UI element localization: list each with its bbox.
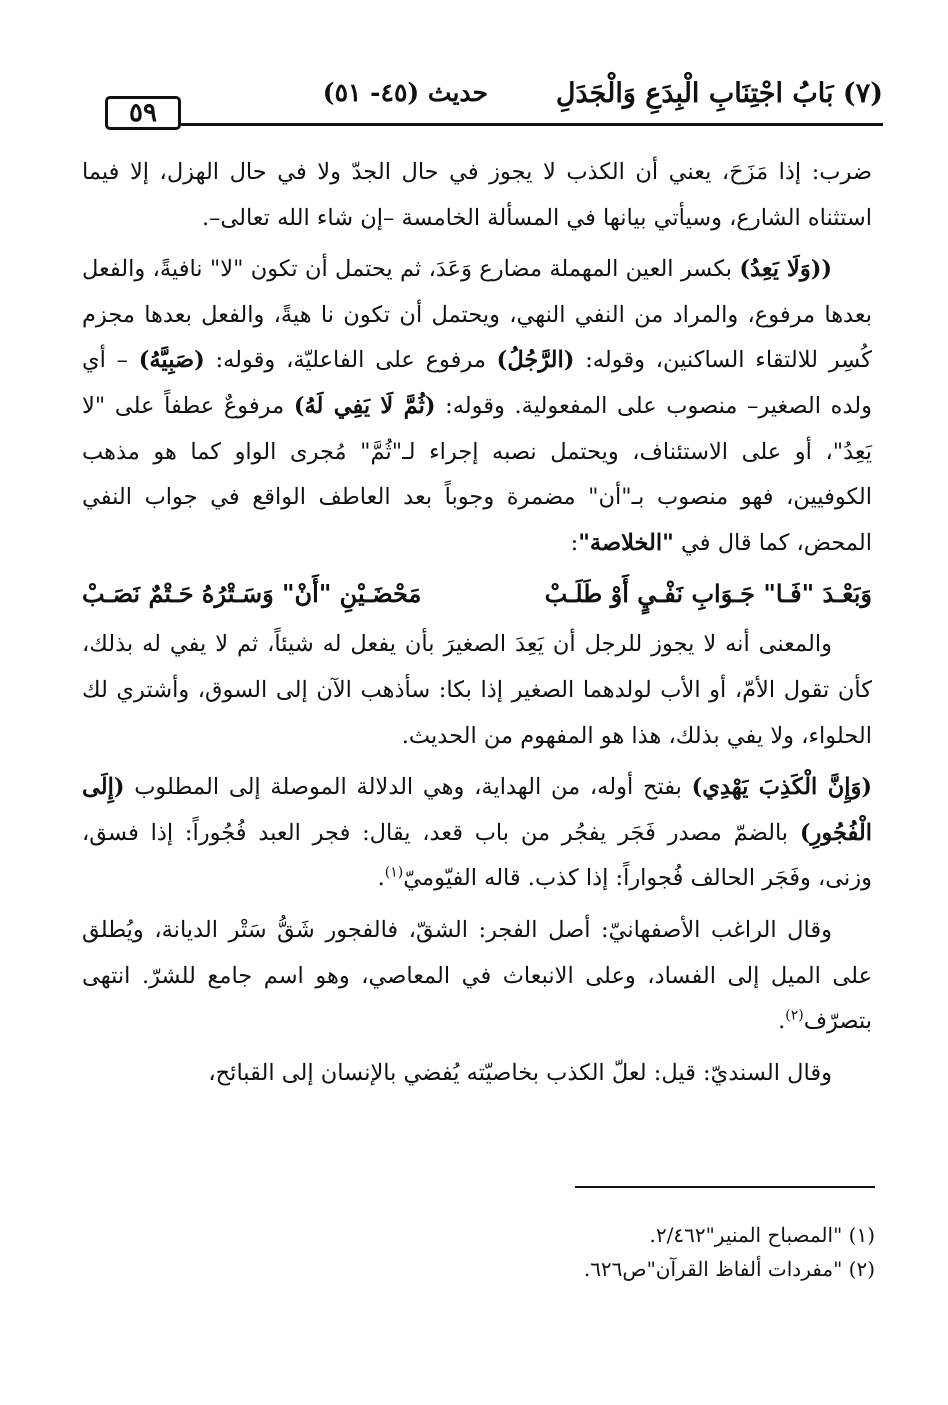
paragraph-5-text-b: . (778, 1008, 786, 1035)
term-ila-alfujur: (إِلَى الْفُجُورِ) (82, 774, 872, 846)
term-wala-yaid: ((وَلَا يَعِدُ) (739, 256, 832, 283)
page-number: ٥٩ (105, 96, 181, 130)
paragraph-4-text-a: بفتح أوله، من الهداية، وهي الدلالة الموصلة إلى المطلوب (124, 774, 692, 801)
paragraph-3: والمعنى أنه لا يجوز للرجل أن يَعِدَ الصغيرَ بأن يفعل له شيئاً، ثم لا يفي له بذلك، كأن تقول الأمّ، أو الأب لولدهما الصغير إذا بكا: سأذهب الآن إلى السوق، وأشتري لك الحلواء، ولا يفي بذلك، هذا هو المفهوم من الحديث. (82, 631, 872, 749)
footnotes (85, 1218, 875, 1286)
footnote-ref-1[interactable]: (١) (384, 864, 404, 881)
term-inna-alkadhib: (وَإِنَّ الْكَذِبَ يَهْدِي) (691, 774, 872, 801)
paragraph-6: وقال السنديّ: قيل: لعلّ الكذب بخاصيّته يُفضي بالإنسان إلى القبائح، (208, 1059, 832, 1086)
verse-first-hemistich: وَبَعْـدَ "فَـا" جَـوَابِ نَفْـيٍ أَوْ طَلَـبْ (544, 579, 872, 609)
paragraph-5-text-a: وقال الراغب الأصفهانيّ: أصل الفجر: الشقّ، فالفجور شَقُّ سَتْر الديانة، ويُطلق على الميل إلى الفساد، وعلى الانبعاث في المعاصي، وهو اسم جامع للشرّ. انتهى بتصرّف (82, 916, 872, 1035)
term-alrajul: (الرَّجُلُ) (496, 347, 575, 374)
footnote-1: (١) "المصباح المنير"٢/٤٦٢. (649, 1223, 875, 1247)
verse-second-hemistich: مَحْضَـيْنِ "أَنْ" وَسَـتْرُهُ حَـتْمٌ نَصَـبْ (82, 579, 422, 609)
paragraph-2-text-c: – أي ولده الصغير– منصوب على المفعولية. وقوله: (82, 347, 872, 419)
poetry-verse (82, 572, 872, 616)
paragraph-4-text-b: بالضمّ مصدر فَجَر يفجُر من باب قعد، يقال: فجر العبد فُجُوراً: إذا فسق، وزنى، وفَجَر الحالف فُجواراً: إذا كذب. قاله الفيّوميّ (82, 819, 872, 892)
term-sabiyyahu: (صَبِيَّهُ) (138, 347, 205, 374)
footnote-rule (575, 1186, 875, 1188)
header-rule (181, 123, 883, 126)
paragraph-2 (82, 247, 872, 566)
hadith-range: حديث (٤٥- ٥١) (322, 78, 488, 107)
body-text (82, 150, 872, 1102)
paragraph-2-text-a: بكسر العين المهملة مضارع وَعَدَ، ثم يحتمل أن تكون "لا" نافيةً، والفعل بعدها مرفوع، والمراد من النفي النهي، ويحتمل أن تكون نا هيةً، والفعل بعدها مجزم كُسِر للالتقاء الساكنين، وقوله: (82, 256, 872, 374)
footnote-ref-2[interactable]: (٢) (785, 1007, 804, 1024)
paragraph-2-text-b: مرفوع على الفاعليّة، وقوله: (204, 347, 497, 374)
paragraph-2-text-d: مرفوعٌ عطفاً على "لا يَعِدُ"، أو على الاستئناف، ويحتمل نصبه إجراء لـ"ثُمَّ" مُجرى الواو كما هو مذهب الكوفيين، فهو منصوب بـ"أن" مضمرة وجوباً بعد العاطف الواقع في جواب النفي المحض، كما قال في (82, 392, 872, 556)
paragraph-2-text-e: : (570, 529, 579, 556)
chapter-title: (٧) بَابُ اجْتِنَابِ الْبِدَعِ وَالْجَدَلِ (555, 78, 883, 109)
term-thumma-la-yafi: (ثُمَّ لَا يَفِي لَهُ) (293, 392, 436, 419)
footnote-2: (٢) "مفردات ألفاظ القرآن"ص٦٢٦. (583, 1257, 875, 1281)
paragraph-1: ضرب: إذا مَزَحَ، يعني أن الكذب لا يجوز في حال الجدّ ولا في حال الهزل، إلا فيما استثناه الشارع، وسيأتي بيانها في المسألة الخامسة –إن شاء الله تعالى–. (82, 159, 872, 231)
paragraph-5 (82, 908, 872, 1045)
term-alkhulasa: "الخلاصة" (578, 529, 674, 556)
page-header (105, 70, 883, 132)
paragraph-4-text-c: . (377, 865, 385, 892)
paragraph-4 (82, 765, 872, 902)
